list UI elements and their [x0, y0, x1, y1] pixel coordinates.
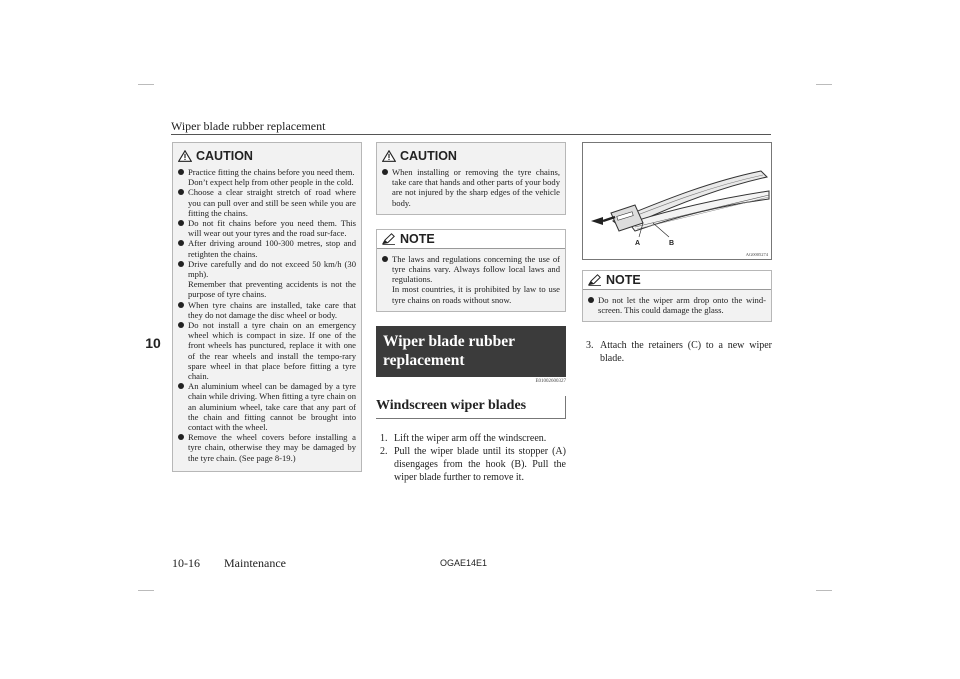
bullet-icon [178, 169, 184, 175]
footer-doc-code: OGAE14E1 [440, 558, 488, 568]
note-list [382, 254, 560, 305]
note-label: NOTE [400, 231, 435, 246]
crop-mark [816, 590, 832, 591]
bullet-icon [178, 220, 184, 226]
running-header: Wiper blade rubber replacement [171, 119, 326, 133]
list-item: An aluminium wheel can be damaged by a tyre chain while driving. When fitting a tyre chain on an aluminium wheel, take care that any part of the chain and fitting cannot be brought into contact with the wheel. [178, 381, 356, 432]
header-rule [171, 134, 771, 135]
chapter-tab: 10 [145, 335, 161, 351]
bullet-icon [178, 189, 184, 195]
note-list [588, 295, 766, 315]
caution-header [178, 149, 356, 163]
bullet-icon [588, 297, 594, 303]
caution-label: CAUTION [400, 149, 457, 163]
bullet-icon [178, 240, 184, 246]
list-item: Remove the wheel covers before installing a tyre chain, otherwise they may be damaged by the tyre chain. (See page 8-19.) [178, 432, 356, 463]
crop-mark [138, 84, 154, 85]
crop-mark [816, 84, 832, 85]
caution-label: CAUTION [196, 149, 253, 163]
note-box [376, 229, 566, 312]
subheading-wrap [376, 398, 566, 419]
caution-header [382, 149, 560, 163]
warning-triangle-icon [178, 150, 192, 162]
bullet-icon [382, 169, 388, 175]
step-list [582, 340, 772, 365]
list-item: When installing or removing the tyre chains, take care that hands and other parts of your body are not injured by the sharp edges of the vehicle body. [382, 167, 560, 208]
wiper-blade-illustration [583, 143, 771, 259]
note-pen-icon [382, 233, 396, 245]
footer-page-number: 10-16 [172, 556, 200, 570]
figure-label-b: B [669, 240, 675, 247]
warning-triangle-icon [382, 150, 396, 162]
column-3 [582, 142, 772, 367]
list-item: The laws and regulations concerning the use of tyre chains vary. Always follow local laws and regulations. In most countries, it is prohibited by law to use tyre chains on roads without snow. [382, 254, 560, 305]
crop-mark [138, 590, 154, 591]
bullet-icon [178, 261, 184, 267]
list-item: Practice fitting the chains before you need them. Don’t expect help from other people in the cold. [178, 167, 356, 187]
note-header [377, 230, 565, 249]
caution-box [172, 142, 362, 472]
bullet-icon [178, 383, 184, 389]
bullet-icon [382, 256, 388, 262]
list-item: Do not fit chains before you need them. This will wear out your tyres and the road sur-face. [178, 218, 356, 238]
list-item: When tyre chains are installed, take care that they do not damage the disc wheel or body. [178, 300, 356, 320]
caution-list [382, 167, 560, 208]
caution-list [178, 167, 356, 463]
wiper-blade-figure [582, 142, 772, 260]
subheading: Windscreen wiper blades [376, 397, 527, 413]
note-box [582, 270, 772, 322]
note-pen-icon [588, 274, 602, 286]
caution-box [376, 142, 566, 215]
step-item: 3. Attach the retainers (C) to a new wiper blade. [586, 340, 772, 364]
bullet-icon [178, 302, 184, 308]
list-item: Choose a clear straight stretch of road where you can pull over and still be seen while you are fitting the chains. [178, 187, 356, 218]
bullet-icon [178, 434, 184, 440]
figure-code: AG0005274 [745, 252, 768, 257]
note-header [583, 271, 771, 290]
step-item: 1. Lift the wiper arm off the windscreen. [380, 432, 547, 444]
column-1 [172, 142, 362, 472]
figure-label-a: A [635, 240, 641, 247]
section-title-box [376, 326, 566, 377]
list-item: Do not install a tyre chain on an emergency wheel which is compact in size. If one of the front wheels has punctured, replace it with one of the rear wheels and install the tempo-rary spare wheel in that place before fitting a tyre chain. [178, 320, 356, 381]
section-title: Wiper blade rubber replacement [383, 332, 515, 369]
bullet-icon [178, 322, 184, 328]
step-item: 2. Pull the wiper blade until its stopper (A) disengages from the hook (B). Pull the wiper blade further to remove it. [380, 446, 566, 483]
list-item: Drive carefully and do not exceed 50 km/h (30 mph). Remember that preventing accidents is not the purpose of tyre chains. [178, 259, 356, 300]
column-2 [376, 142, 566, 485]
footer-chapter: Maintenance [224, 556, 286, 570]
step-list [376, 433, 566, 484]
note-label: NOTE [606, 273, 641, 287]
list-item: Do not let the wiper arm drop onto the wind-screen. This could damage the glass. [588, 295, 766, 315]
list-item: After driving around 100-300 metres, stop and retighten the chains. [178, 238, 356, 258]
section-code: E01002600327 [535, 378, 566, 384]
